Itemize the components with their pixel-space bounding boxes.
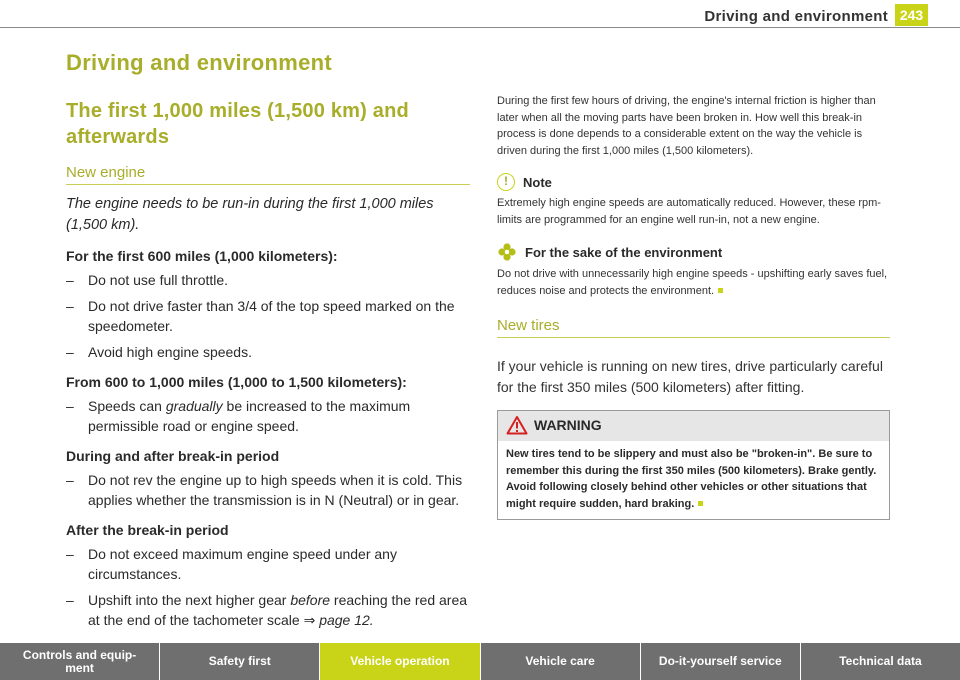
text-run: Do not drive with unnecessarily high engine speeds - upshifting early saves fuel, reduces noise and protects the environment. bbox=[497, 268, 888, 297]
environment-heading bbox=[497, 242, 890, 262]
left-column bbox=[66, 50, 470, 636]
environment-title: For the sake of the environment bbox=[525, 244, 723, 260]
list-after-break-in bbox=[66, 544, 470, 630]
page-number: 243 bbox=[895, 4, 928, 26]
list-item: – Do not use full throttle. bbox=[66, 270, 470, 290]
tires-text: If your vehicle is running on new tires, drive particularly careful for the first 350 miles (500 kilometers) after fitting. bbox=[497, 358, 883, 395]
list-item: – Do not rev the engine up to high speeds when it is cold. This applies whether the transmission is in N (Neutral) or in gear. bbox=[66, 470, 470, 510]
warning-title: WARNING bbox=[534, 417, 602, 433]
nav-tab-vehicle-operation[interactable]: Vehicle operation bbox=[320, 643, 479, 680]
list-during-break-in bbox=[66, 470, 470, 510]
nav-tab-diy-service[interactable]: Do-it-yourself service bbox=[641, 643, 800, 680]
list-item bbox=[66, 396, 470, 436]
heading-during-break-in: During and after break-in period bbox=[66, 448, 280, 464]
text-run: Speeds can bbox=[88, 398, 166, 414]
chapter-title: Driving and environment bbox=[66, 50, 333, 75]
list-item bbox=[66, 590, 470, 630]
running-title: Driving and environment bbox=[704, 8, 888, 25]
text-run: New tires tend to be slippery and must also be "broken-in". Be sure to remember this during the first 350 miles (500 kilometers). Brake gently. Avoid following closely behind other vehicles or other situations that might require sudden, hard braking. bbox=[506, 448, 877, 510]
list-600-to-1000 bbox=[66, 396, 470, 436]
exclamation-icon: ! bbox=[497, 173, 515, 191]
end-of-section-marker bbox=[698, 501, 703, 506]
right-column bbox=[497, 93, 890, 520]
nav-tab-vehicle-care[interactable]: Vehicle care bbox=[481, 643, 640, 680]
subsection-new-engine: New engine bbox=[66, 164, 470, 185]
note-heading bbox=[497, 173, 890, 191]
header-rule bbox=[0, 27, 960, 28]
chapter-navigation bbox=[0, 643, 960, 680]
warning-text bbox=[498, 441, 889, 519]
heading-after-break-in: After the break-in period bbox=[66, 522, 229, 538]
environment-text bbox=[497, 266, 890, 299]
text-run: be increased to the maximum permissible road or engine speed. bbox=[88, 398, 411, 434]
warning-triangle-icon bbox=[506, 415, 528, 435]
environment-leaf-icon bbox=[497, 242, 517, 262]
emphasis-before: before bbox=[290, 592, 331, 608]
list-item: – Avoid high engine speeds. bbox=[66, 342, 470, 362]
warning-heading bbox=[498, 411, 889, 441]
heading-first-600: For the first 600 miles (1,000 kilometers): bbox=[66, 248, 338, 264]
intro-text: The engine needs to be run-in during the first 1,000 miles (1,500 km). bbox=[66, 196, 434, 233]
end-of-section-marker bbox=[718, 288, 723, 293]
page-reference-link[interactable]: page 12. bbox=[319, 612, 374, 628]
note-title: Note bbox=[523, 174, 552, 190]
text-run: reaching the red area at the end of the tachometer scale ⇒ bbox=[88, 592, 468, 628]
nav-tab-safety[interactable]: Safety first bbox=[160, 643, 319, 680]
text-run: Upshift into the next higher gear bbox=[88, 592, 291, 608]
list-item: – Do not exceed maximum engine speed under any circumstances. bbox=[66, 544, 470, 584]
list-first-600 bbox=[66, 270, 470, 362]
emphasis-gradually: gradually bbox=[165, 398, 223, 414]
section-title: The first 1,000 miles (1,500 km) and afterwards bbox=[66, 100, 409, 148]
heading-600-to-1000: From 600 to 1,000 miles (1,000 to 1,500 kilometers): bbox=[66, 374, 407, 390]
nav-tab-technical-data[interactable]: Technical data bbox=[801, 643, 960, 680]
warning-box bbox=[497, 410, 890, 520]
subsection-new-tires: New tires bbox=[497, 317, 890, 338]
nav-tab-controls[interactable]: Controls and equip- ment bbox=[0, 643, 159, 680]
paragraph-break-in: During the first few hours of driving, the engine's internal friction is higher than later when all the moving parts have been broken in. How well this break-in process is done depends to a considerable extent on the way the vehicle is driven during the first 1,000 miles (1,500 kilometers). bbox=[497, 95, 876, 157]
list-item: – Do not drive faster than 3/4 of the top speed marked on the speedometer. bbox=[66, 296, 470, 336]
note-text: Extremely high engine speeds are automatically reduced. However, these rpm-limits are programmed for an engine well run-in, not a new engine. bbox=[497, 197, 881, 226]
